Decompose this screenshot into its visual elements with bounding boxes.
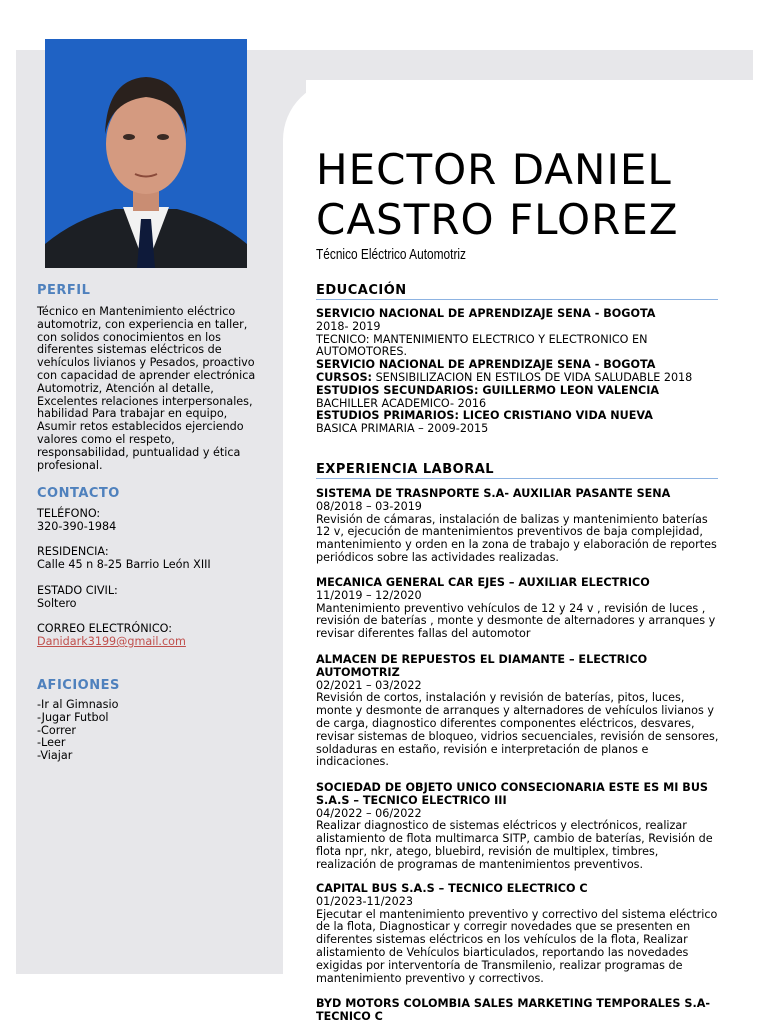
email-label: CORREO ELECTRÓNICO: [37, 622, 173, 636]
candidate-name [316, 145, 726, 245]
job-title: MECANICA GENERAL CAR EJES – AUXILIAR ELECTRICO [316, 576, 650, 589]
job-title: BYD MOTORS COLOMBIA SALES MARKETING TEMPORALES S.A- TECNICO C [316, 997, 710, 1023]
job-description: Revisión de cortos, instalación y revisión de baterías, pitos, luces, monte y desmonte de arranques y alternadores de vehículos livianos y de carga, diagnostico diferentes componentes eléctricos, desvares, revisar sistemas de bloqueo, vidrios secuenciales, revisión de sensores, soldaduras en estaño, revisión e interpretación de planos e indicaciones. [316, 691, 719, 769]
residence-label: RESIDENCIA: [37, 545, 109, 559]
education-line: SERVICIO NACIONAL DE APRENDIZAJE SENA - BOGOTA [316, 358, 656, 372]
email-link[interactable]: Danidark3199@gmail.com [37, 634, 186, 648]
residence-value: Calle 45 n 8-25 Barrio León XIII [37, 558, 211, 572]
education-line: CURSOS: SENSIBILIZACION EN ESTILOS DE VIDA SALUDABLE 2018 [316, 370, 693, 384]
hobbies-list [37, 699, 277, 763]
job-dates: 11/2019 – 12/2020 [316, 588, 422, 602]
education-line: TECNICO: MANTENIMIENTO ELECTRICO Y ELECTRONICO EN AUTOMOTORES. [316, 332, 648, 359]
list-item: -Ir al Gimnasio [37, 698, 119, 711]
job-dates: 08/2018 – 03-2019 [316, 499, 422, 513]
job-entry [316, 577, 721, 641]
phone-label: TELÉFONO: [37, 507, 101, 520]
job-entry [316, 782, 721, 872]
profile-text: Técnico en Mantenimiento eléctrico automotriz, con experiencia en taller, con solidos conocimientos en los diferentes sistemas eléctricos de vehículos livianos y Pesados, proactivo con capacidad de aprender electrónica Automotriz, Atención al detalle, Excelentes relaciones interpersonales, habilidad Para trabajar en equipo, Asumir retos establecidos ejerciendo valores como el respeto, responsabilidad, puntualidad y ética profesional. [37, 305, 256, 472]
job-entry [316, 998, 721, 1024]
job-entry [316, 883, 721, 985]
contact-heading: CONTACTO [37, 486, 120, 501]
education-heading: EDUCACIÓN [316, 283, 718, 300]
experience-heading: EXPERIENCIA LABORAL [316, 462, 718, 479]
civil-status-value: Soltero [37, 596, 77, 610]
profile-photo [45, 39, 247, 268]
job-title: SOCIEDAD DE OBJETO UNICO CONSECIONARIA ESTE ES MI BUS S.A.S – TECNICO ELECTRICO III [316, 781, 708, 807]
job-dates: 04/2022 – 06/2022 [316, 806, 422, 820]
job-description: Revisión de cámaras, instalación de balizas y mantenimiento baterías 12 v, ejecución de mantenimientos preventivos de baja complejidad, mantenimiento y orden en la zona de trabajo y elaboración de reportes periódicos sobre las actividades realizadas. [316, 512, 717, 564]
profile-heading: PERFIL [37, 283, 91, 298]
education-line: ESTUDIOS SECUNDARIOS: GUILLERMO LEON VALENCIA [316, 383, 660, 397]
phone-value: 320-390-1984 [37, 519, 117, 533]
list-item: -Viajar [37, 749, 73, 763]
civil-status-label: ESTADO CIVIL: [37, 583, 118, 597]
education-line: SERVICIO NACIONAL DE APRENDIZAJE SENA - BOGOTA [316, 307, 656, 320]
job-description: Realizar diagnostico de sistemas eléctricos y electrónicos, realizar alistamiento de flota multimarca SITP, cambio de baterías, Revisión de flota npr, nkr, atego, bluebird, revisión de multiplex, timbres, realización de programas de mantenimientos preventivos. [316, 819, 713, 871]
top-band [248, 50, 753, 80]
job-title: ALMACEN DE REPUESTOS EL DIAMANTE – ELECTRICO AUTOMOTRIZ [316, 653, 648, 679]
job-description: Ejecutar el mantenimiento preventivo y correctivo del sistema eléctrico de la flota, Diagnosticar y corregir novedades que se presenten en diferentes sistemas eléctricos en los vehículos de la flota, Realizar alistamiento de Vehículos biarticulados, reportando las novedades exigidas por interventoría de Transmilenio, realizar programas de mantenimiento preventivo y correctivos. [316, 907, 718, 985]
job-dates: 01/2023-11/2023 [316, 894, 413, 908]
education-line: BACHILLER ACADEMICO- 2016 [316, 396, 487, 410]
candidate-name-text: HECTOR DANIEL CASTRO FLOREZ [316, 145, 679, 244]
list-item: -Jugar Futbol [37, 710, 109, 724]
hobbies-heading: AFICIONES [37, 678, 120, 693]
list-item: -Leer [37, 736, 66, 750]
job-entry [316, 488, 721, 565]
list-item: -Correr [37, 723, 76, 737]
education-block [316, 308, 726, 436]
job-description: Mantenimiento preventivo vehículos de 12 y 24 v , revisión de luces , revisión de baterías , monte y desmonte de alternadores y arranques y revisar diferentes fallas del automotor [316, 601, 716, 641]
education-line: BASICA PRIMARIA – 2009-2015 [316, 422, 489, 436]
candidate-role: Técnico Eléctrico Automotriz [316, 247, 467, 263]
education-line: 2018- 2019 [316, 319, 381, 333]
job-title: CAPITAL BUS S.A.S – TECNICO ELECTRICO C [316, 882, 588, 895]
job-entry [316, 654, 721, 769]
job-title: SISTEMA DE TRASNPORTE S.A- AUXILIAR PASANTE SENA [316, 487, 671, 500]
education-line: ESTUDIOS PRIMARIOS: LICEO CRISTIANO VIDA NUEVA [316, 409, 653, 423]
contact-block [37, 508, 277, 649]
job-dates: 02/2021 – 03/2022 [316, 678, 422, 692]
